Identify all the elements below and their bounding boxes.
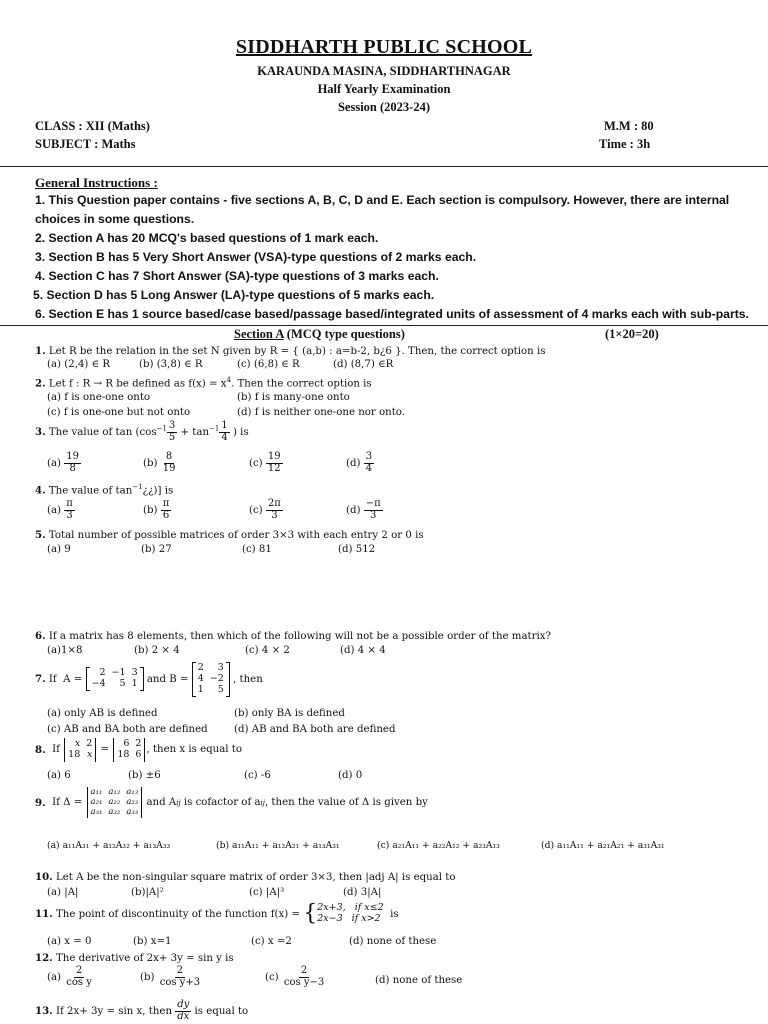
determinant-bar bbox=[64, 738, 65, 762]
question-text: is equal to bbox=[191, 1006, 249, 1017]
question-6 bbox=[35, 630, 551, 642]
question-text: The value of tan bbox=[45, 485, 133, 497]
fraction bbox=[219, 421, 229, 443]
denominator: dx bbox=[177, 1010, 190, 1022]
fraction bbox=[167, 421, 177, 443]
fraction bbox=[64, 499, 75, 521]
denominator: cos y−3 bbox=[283, 976, 325, 988]
question-text: Let f : R → R be defined as f(x) = x bbox=[45, 378, 227, 390]
determinant-entry: x bbox=[74, 738, 81, 749]
question-11 bbox=[35, 903, 399, 925]
matrix-entry: −1 bbox=[111, 667, 126, 679]
fraction bbox=[64, 966, 94, 988]
question-text: , then x is equal to bbox=[146, 744, 243, 756]
question-text: The point of discontinuity of the function f(x) = bbox=[52, 908, 304, 920]
q5-option-c: (c) 81 bbox=[242, 544, 272, 555]
subscript: ij bbox=[260, 798, 265, 807]
matrix-entry: 5 bbox=[119, 678, 126, 690]
piecewise-cases bbox=[317, 903, 383, 925]
section-type: (MCQ type questions) bbox=[283, 327, 405, 341]
question-text: Let R be the relation in the set N given by R = { (a,b) : a=b-2, b¿6 }. Then, the correct option is bbox=[45, 346, 546, 357]
determinant-entry: a₃₂ bbox=[108, 806, 121, 817]
q11-option-d: (d) none of these bbox=[349, 936, 437, 947]
school-name: SIDDHARTH PUBLIC SCHOOL bbox=[235, 36, 533, 58]
q1-option-c: (c) (6,8) ∈ R bbox=[237, 359, 300, 370]
q3-option-c bbox=[249, 452, 283, 474]
q8-option-b: (b) ±6 bbox=[128, 770, 161, 781]
left-brace: { bbox=[303, 901, 318, 926]
q8-option-a: (a) 6 bbox=[47, 770, 71, 781]
equals-sign: = bbox=[97, 744, 113, 756]
determinant-entry: a₃₁ bbox=[90, 806, 103, 817]
numerator: 2π bbox=[267, 498, 281, 509]
determinant-delta bbox=[86, 787, 144, 818]
numerator: −π bbox=[365, 498, 381, 509]
option-label: (d) bbox=[346, 458, 361, 469]
question-3 bbox=[35, 421, 249, 443]
determinant-entry: a₂₁ bbox=[90, 796, 103, 807]
question-7 bbox=[35, 662, 263, 697]
numerator: π bbox=[66, 498, 73, 509]
instruction-1a: 1. This Question paper contains - five sections A, B, C, D and E. Each section is compulsory. However, there are internal bbox=[35, 193, 730, 207]
q9-option-c: (c) a₂₁A₁₁ + a₂₂A₁₂ + a₂₃A₁₃ bbox=[377, 840, 500, 851]
determinant-bar bbox=[113, 738, 114, 762]
denominator: 19 bbox=[162, 462, 176, 474]
question-text: The derivative of 2x+ 3y = sin y is bbox=[52, 953, 234, 964]
determinant-entry: a₂₂ bbox=[108, 796, 121, 807]
q10-option-a: (a) |A| bbox=[47, 887, 79, 898]
determinant-entry: 18 bbox=[117, 748, 130, 760]
q2-option-a: (a) f is one-one onto bbox=[47, 392, 151, 403]
question-text: Let A be the non-singular square matrix of order 3×3, then |adj A| is equal to bbox=[52, 872, 456, 883]
instruction-4: 4. Section C has 7 Short Answer (SA)-type questions of 3 marks each. bbox=[35, 269, 439, 283]
question-text: If bbox=[45, 744, 64, 756]
exponent: −1 bbox=[209, 424, 220, 433]
denominator: 8 bbox=[69, 462, 76, 474]
q6-option-b: (b) 2 × 4 bbox=[134, 645, 180, 656]
exam-name: Half Yearly Examination bbox=[317, 82, 451, 96]
numerator: 2 bbox=[75, 965, 83, 976]
determinant-entry: a₃₃ bbox=[126, 806, 139, 817]
question-text: , then the value of Δ is given by bbox=[264, 797, 428, 809]
fraction bbox=[158, 966, 202, 988]
question-number: 12. bbox=[35, 952, 53, 964]
fraction bbox=[266, 499, 283, 521]
denominator: 4 bbox=[221, 431, 228, 443]
question-text: + tan bbox=[177, 427, 210, 438]
q4-option-a bbox=[47, 499, 75, 521]
q6-option-d: (d) 4 × 4 bbox=[340, 645, 386, 656]
question-9 bbox=[35, 787, 428, 818]
q1-option-b: (b) (3,8) ∈ R bbox=[139, 359, 203, 370]
q11-option-b: (b) x=1 bbox=[133, 936, 172, 947]
q5-option-a: (a) 9 bbox=[47, 544, 71, 555]
question-text: If a matrix has 8 elements, then which of the following will not be a possible order of the matrix? bbox=[45, 631, 551, 642]
option-label: (d) bbox=[346, 505, 361, 516]
option-label: (c) bbox=[249, 458, 263, 469]
option-label: (c) bbox=[265, 972, 279, 983]
question-number: 13. bbox=[35, 1005, 53, 1017]
exponent: −1 bbox=[156, 424, 167, 433]
q11-option-a: (a) x = 0 bbox=[47, 936, 92, 947]
question-number: 3. bbox=[35, 426, 46, 438]
q7-option-a: (a) only AB is defined bbox=[47, 708, 158, 719]
subscript: ij bbox=[176, 798, 181, 807]
denominator: 3 bbox=[271, 509, 278, 521]
q5-option-b: (b) 27 bbox=[141, 544, 172, 555]
matrix-b bbox=[192, 662, 230, 697]
question-number: 9. bbox=[35, 796, 46, 809]
matrix-b-entries bbox=[196, 662, 226, 697]
section-marks: (1×20=20) bbox=[605, 327, 659, 341]
exam-session: Session (2023-24) bbox=[337, 100, 431, 114]
q3-option-d bbox=[346, 452, 374, 474]
question-8 bbox=[35, 738, 242, 762]
option-label: (a) bbox=[47, 458, 62, 469]
matrix-entry: 4 bbox=[197, 672, 204, 684]
question-1 bbox=[35, 345, 545, 357]
question-text: ¿¿)] is bbox=[142, 485, 174, 497]
q1-option-d: (d) (8,7) ∈R bbox=[333, 359, 394, 370]
question-number: 8. bbox=[35, 743, 46, 756]
question-number: 4. bbox=[35, 484, 46, 497]
numerator: dy bbox=[177, 999, 190, 1010]
question-number: 7. bbox=[35, 673, 46, 686]
numerator: 3 bbox=[168, 420, 176, 431]
option-label: (c) bbox=[249, 505, 263, 516]
question-text: is cofactor of a bbox=[180, 797, 261, 809]
header-divider bbox=[0, 166, 768, 167]
question-number: 1. bbox=[35, 345, 46, 357]
q11-option-c: (c) x =2 bbox=[251, 936, 292, 947]
q2-option-b: (b) f is many-one onto bbox=[237, 392, 350, 403]
question-number: 2. bbox=[35, 377, 46, 390]
fraction bbox=[175, 1000, 191, 1022]
question-4 bbox=[35, 483, 173, 496]
matrix-entry: 1 bbox=[197, 683, 204, 695]
numerator: 8 bbox=[165, 451, 173, 462]
instruction-5: 5. Section D has 5 Long Answer (LA)-type questions of 5 marks each. bbox=[33, 288, 435, 302]
school-address: KARAUNDA MASINA, SIDDHARTHNAGAR bbox=[257, 64, 511, 78]
question-text: ) is bbox=[229, 427, 249, 438]
q9-option-d: (d) a₁₁A₁₁ + a₂₁A₂₁ + a₃₁A₃₁ bbox=[541, 840, 665, 851]
determinant-entries bbox=[115, 738, 143, 762]
denominator: 3 bbox=[66, 509, 73, 521]
determinant-entry: 6 bbox=[135, 748, 142, 760]
denominator: cos y bbox=[66, 976, 92, 988]
determinant-bar bbox=[87, 787, 88, 818]
numerator: 19 bbox=[66, 451, 80, 462]
exponent: −1 bbox=[132, 483, 143, 491]
question-text: If Δ = bbox=[45, 797, 86, 809]
q7-option-c: (c) AB and BA both are defined bbox=[47, 724, 208, 735]
class-label: CLASS : XII (Maths) bbox=[35, 119, 150, 133]
q9-option-b: (b) a₁₁A₁₁ + a₁₂A₂₁ + a₁₃A₃₁ bbox=[216, 840, 340, 851]
q7-option-b: (b) only BA is defined bbox=[234, 708, 345, 719]
question-text: Total number of possible matrices of order 3×3 with each entry 2 or 0 is bbox=[45, 530, 424, 541]
matrix-entry: 2 bbox=[99, 667, 106, 679]
numerator: 1 bbox=[221, 420, 228, 431]
question-text: , then bbox=[229, 673, 263, 685]
q4-option-d bbox=[346, 499, 383, 521]
question-number: 5. bbox=[35, 529, 46, 541]
option-label: (b) bbox=[143, 458, 158, 469]
q8-option-c: (c) -6 bbox=[244, 770, 271, 781]
matrix-entry: 3 bbox=[217, 662, 224, 673]
q1-option-a: (a) (2,4) ∈ R bbox=[47, 359, 111, 370]
question-12 bbox=[35, 952, 234, 964]
determinant-entry: 2 bbox=[135, 738, 142, 749]
denominator: 5 bbox=[168, 431, 176, 443]
question-text: The value of tan (cos bbox=[45, 427, 157, 438]
q6-option-a: (a)1×8 bbox=[47, 645, 83, 656]
determinant-entries bbox=[89, 787, 141, 818]
q6-option-c: (c) 4 × 2 bbox=[245, 645, 290, 656]
instructions-heading: General Instructions : bbox=[35, 175, 158, 190]
question-5 bbox=[35, 529, 424, 541]
piecewise-case: 2x−3 if x>2 bbox=[317, 913, 381, 924]
fraction bbox=[364, 452, 374, 474]
numerator: 3 bbox=[365, 451, 373, 462]
determinant-entry: a₁₃ bbox=[126, 787, 139, 797]
question-text: If A = bbox=[45, 673, 86, 685]
numerator: 2 bbox=[176, 965, 184, 976]
question-text-end: . Then the correct option is bbox=[231, 378, 372, 390]
q12-option-a bbox=[47, 966, 94, 988]
option-label: (a) bbox=[47, 972, 62, 983]
q3-option-b bbox=[143, 452, 177, 474]
option-label: (a) bbox=[47, 505, 62, 516]
q7-option-d: (d) AB and BA both are defined bbox=[234, 724, 396, 735]
numerator: 2 bbox=[300, 965, 308, 976]
matrix-entry: 3 bbox=[131, 667, 138, 679]
q8-option-d: (d) 0 bbox=[338, 770, 363, 781]
determinant-entry: a₁₂ bbox=[108, 787, 121, 797]
fraction bbox=[161, 499, 172, 521]
question-2 bbox=[35, 376, 372, 389]
question-number: 11. bbox=[35, 908, 53, 920]
question-text: and A bbox=[143, 797, 177, 809]
determinant-entries bbox=[66, 738, 94, 762]
determinant-left bbox=[63, 738, 97, 762]
fraction bbox=[161, 452, 178, 474]
determinant-entry: a₁₁ bbox=[90, 787, 103, 797]
denominator: 3 bbox=[370, 509, 377, 521]
matrix-entry: 2 bbox=[197, 662, 204, 673]
denominator: cos y+3 bbox=[159, 976, 201, 988]
q10-option-c: (c) |A|³ bbox=[249, 887, 285, 898]
matrix-entry: 1 bbox=[131, 678, 138, 690]
determinant-bar bbox=[144, 738, 145, 762]
fraction bbox=[282, 966, 326, 988]
q9-option-a: (a) a₁₁A₃₁ + a₁₂A₃₂ + a₁₃A₃₃ bbox=[47, 840, 171, 851]
q12-option-b bbox=[140, 966, 202, 988]
time-allowed: Time : 3h bbox=[599, 137, 651, 151]
option-label: (b) bbox=[140, 972, 155, 983]
denominator: 4 bbox=[365, 462, 373, 474]
question-text: and B = bbox=[143, 673, 192, 685]
matrix-entry: −4 bbox=[91, 678, 106, 690]
q12-option-c bbox=[265, 966, 326, 988]
determinant-entry: 2 bbox=[86, 738, 93, 749]
section-title bbox=[234, 327, 405, 342]
matrix-entry: −2 bbox=[209, 672, 224, 684]
question-number: 10. bbox=[35, 871, 53, 883]
piecewise-case: 2x+3, if x≤2 bbox=[317, 902, 384, 914]
instructions-divider bbox=[0, 325, 768, 326]
exponent: 4 bbox=[226, 376, 231, 384]
determinant-bar bbox=[95, 738, 96, 762]
instruction-2: 2. Section A has 20 MCQ's based questions of 1 mark each. bbox=[35, 231, 379, 245]
q12-option-d: (d) none of these bbox=[375, 975, 463, 986]
question-13 bbox=[35, 1000, 248, 1022]
determinant-entry: 6 bbox=[123, 738, 130, 749]
question-10 bbox=[35, 871, 455, 883]
q10-option-d: (d) 3|A| bbox=[343, 887, 382, 898]
fraction bbox=[64, 452, 81, 474]
option-label: (b) bbox=[143, 505, 158, 516]
determinant-right bbox=[112, 738, 146, 762]
instruction-3: 3. Section B has 5 Very Short Answer (VSA)-type questions of 2 marks each. bbox=[35, 250, 477, 264]
matrix-entry: 5 bbox=[217, 683, 224, 695]
question-text: If 2x+ 3y = sin x, then bbox=[52, 1006, 176, 1017]
q4-option-b bbox=[143, 499, 171, 521]
fraction bbox=[364, 499, 383, 521]
instruction-6: 6. Section E has 1 source based/case based/passage based/integrated units of assessment of 4 marks each with sub-parts. bbox=[35, 307, 749, 321]
fraction bbox=[266, 452, 283, 474]
denominator: 12 bbox=[267, 462, 281, 474]
question-number: 6. bbox=[35, 630, 46, 642]
q2-option-c: (c) f is one-one but not onto bbox=[47, 407, 191, 418]
determinant-entry: x bbox=[86, 748, 93, 760]
denominator: 6 bbox=[162, 509, 170, 521]
matrix-a bbox=[86, 667, 144, 691]
numerator: π bbox=[162, 498, 170, 509]
determinant-entry: a₂₃ bbox=[126, 796, 139, 807]
q2-option-d: (d) f is neither one-one nor onto. bbox=[237, 407, 405, 418]
q10-option-b: (b)|A|² bbox=[131, 887, 164, 898]
instruction-1b: choices in some questions. bbox=[35, 212, 195, 226]
max-marks: M.M : 80 bbox=[604, 119, 654, 133]
q5-option-d: (d) 512 bbox=[338, 544, 376, 555]
determinant-bar bbox=[141, 787, 142, 818]
q4-option-c bbox=[249, 499, 283, 521]
numerator: 19 bbox=[267, 451, 281, 462]
subject-label: SUBJECT : Maths bbox=[35, 137, 136, 151]
section-name: Section A bbox=[234, 327, 284, 341]
matrix-a-entries bbox=[90, 667, 140, 691]
question-text: is bbox=[383, 908, 399, 920]
q3-option-a bbox=[47, 452, 81, 474]
determinant-entry: 18 bbox=[68, 748, 81, 760]
